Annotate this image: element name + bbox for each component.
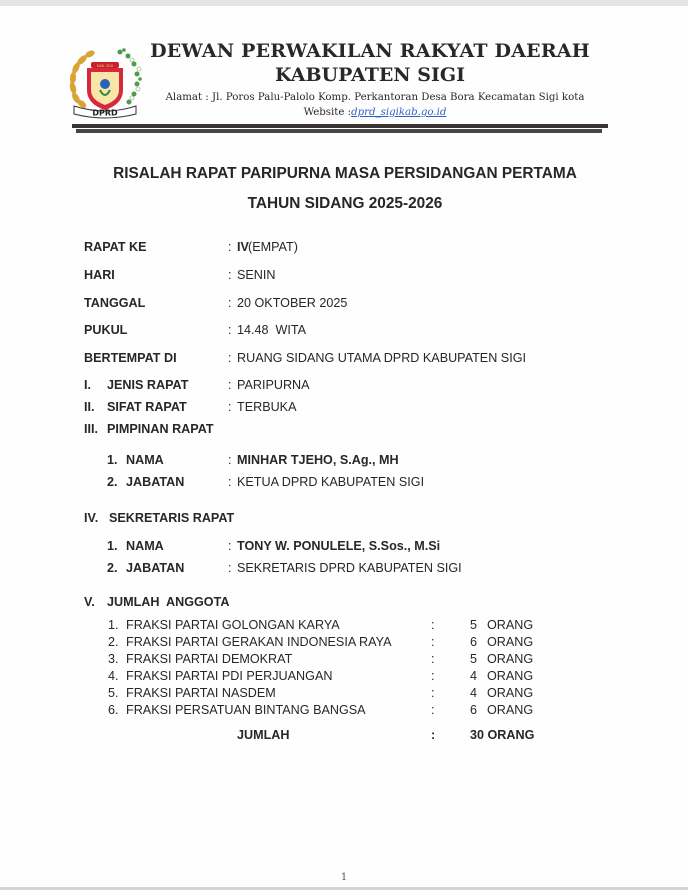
item-sep: : — [228, 561, 232, 575]
info-sep: : — [228, 296, 232, 310]
page-number: 1 — [340, 872, 348, 883]
section-label: JENIS RAPAT — [107, 378, 189, 392]
section-sep: : — [228, 378, 232, 392]
member-unit: ORANG — [487, 635, 534, 649]
info-sep: : — [228, 240, 232, 254]
member-unit: ORANG — [487, 618, 534, 632]
member-faction: FRAKSI PARTAI GERAKAN INDONESIA RAYA — [126, 635, 392, 649]
letterhead-divider-thin — [76, 129, 602, 133]
member-number: 5. — [108, 686, 119, 700]
member-number: 3. — [108, 652, 119, 666]
member-row — [0, 635, 688, 652]
institution-address: Alamat : Jl. Poros Palu-Palolo Komp. Perkantoran Desa Bora Kecamatan Sigi kota — [165, 92, 585, 103]
member-sep: : — [431, 669, 435, 683]
member-row — [0, 669, 688, 686]
section-value: TERBUKA — [237, 400, 297, 414]
viewer-top-bar — [0, 0, 688, 6]
dprd-emblem-logo — [64, 42, 146, 120]
item-label: JABATAN — [126, 475, 185, 489]
info-sep: : — [228, 323, 232, 337]
institution-website — [155, 107, 595, 118]
member-sep: : — [431, 652, 435, 666]
member-row — [0, 686, 688, 703]
info-label: RAPAT KE — [84, 240, 147, 254]
section-label: SEKRETARIS RAPAT — [109, 511, 235, 525]
item-value: TONY W. PONULELE, S.Sos., M.Si — [237, 539, 441, 553]
member-total-row — [0, 728, 688, 745]
section-number: V. — [84, 595, 95, 609]
section-label: JUMLAH ANGGOTA — [107, 595, 230, 609]
section-label: PIMPINAN RAPAT — [107, 422, 214, 436]
section-number: III. — [84, 422, 98, 436]
info-label: HARI — [84, 268, 115, 282]
website-label: Website : — [303, 107, 352, 118]
item-label: NAMA — [126, 539, 164, 553]
member-row — [0, 652, 688, 669]
total-sep: : — [431, 728, 436, 742]
section-value: PARIPURNA — [237, 378, 310, 392]
item-value: KETUA DPRD KABUPATEN SIGI — [237, 475, 425, 489]
member-faction: FRAKSI PARTAI GOLONGAN KARYA — [126, 618, 340, 632]
item-label: JABATAN — [126, 561, 185, 575]
section-number: I. — [84, 378, 91, 392]
total-label: JUMLAH — [237, 728, 290, 742]
member-unit: ORANG — [487, 686, 534, 700]
member-number: 6. — [108, 703, 119, 717]
member-sep: : — [431, 618, 435, 632]
member-count: 4 — [470, 669, 478, 683]
section-number: IV. — [84, 511, 99, 525]
institution-region: KABUPATEN SIGI — [274, 64, 466, 86]
website-link[interactable]: dprd_sigikab.go.id — [351, 107, 447, 118]
info-value: RUANG SIDANG UTAMA DPRD KABUPATEN SIGI — [237, 351, 526, 365]
document-subtitle: TAHUN SIDANG 2025-2026 — [247, 195, 443, 212]
item-number: 2. — [107, 561, 118, 575]
member-count: 6 — [470, 703, 478, 717]
svg-text:DPRD: DPRD — [92, 108, 118, 118]
member-faction: FRAKSI PERSATUAN BINTANG BANGSA — [126, 703, 366, 717]
member-sep: : — [431, 686, 435, 700]
item-number: 1. — [107, 539, 118, 553]
member-unit: ORANG — [487, 669, 534, 683]
section-number: II. — [84, 400, 95, 414]
item-sep: : — [228, 453, 232, 467]
info-value: 14.48 WITA — [237, 323, 307, 337]
letterhead-divider-thick — [72, 124, 608, 128]
member-sep: : — [431, 635, 435, 649]
info-label: BERTEMPAT DI — [84, 351, 177, 365]
member-unit: ORANG — [487, 703, 534, 717]
item-sep: : — [228, 539, 232, 553]
info-sep: : — [228, 351, 232, 365]
item-label: NAMA — [126, 453, 164, 467]
member-number: 4. — [108, 669, 119, 683]
member-faction: FRAKSI PARTAI DEMOKRAT — [126, 652, 293, 666]
member-faction: FRAKSI PARTAI PDI PERJUANGAN — [126, 669, 333, 683]
item-number: 1. — [107, 453, 118, 467]
total-value: 30 ORANG — [470, 728, 535, 742]
member-row — [0, 618, 688, 635]
info-value: SENIN — [237, 268, 276, 282]
member-number: 1. — [108, 618, 119, 632]
item-sep: : — [228, 475, 232, 489]
member-count: 5 — [470, 652, 478, 666]
member-count: 5 — [470, 618, 478, 632]
member-count: 4 — [470, 686, 478, 700]
member-number: 2. — [108, 635, 119, 649]
item-number: 2. — [107, 475, 118, 489]
member-row — [0, 703, 688, 720]
info-sep: : — [228, 268, 232, 282]
info-value: 20 OKTOBER 2025 — [237, 296, 348, 310]
member-unit: ORANG — [487, 652, 534, 666]
info-value-bold: IV — [237, 240, 249, 254]
item-value: SEKRETARIS DPRD KABUPATEN SIGI — [237, 561, 462, 575]
info-label: TANGGAL — [84, 296, 146, 310]
member-sep: : — [431, 703, 435, 717]
svg-text:KAB. SIGI: KAB. SIGI — [96, 64, 114, 68]
member-count: 6 — [470, 635, 478, 649]
document-title: RISALAH RAPAT PARIPURNA MASA PERSIDANGAN PERTAMA — [113, 165, 577, 182]
section-label: SIFAT RAPAT — [107, 400, 187, 414]
institution-name: DEWAN PERWAKILAN RAKYAT DAERAH — [150, 40, 590, 62]
item-value: MINHAR TJEHO, S.Ag., MH — [237, 453, 399, 467]
info-value: (EMPAT) — [248, 240, 298, 254]
member-faction: FRAKSI PARTAI NASDEM — [126, 686, 276, 700]
section-sep: : — [228, 400, 232, 414]
info-label: PUKUL — [84, 323, 128, 337]
